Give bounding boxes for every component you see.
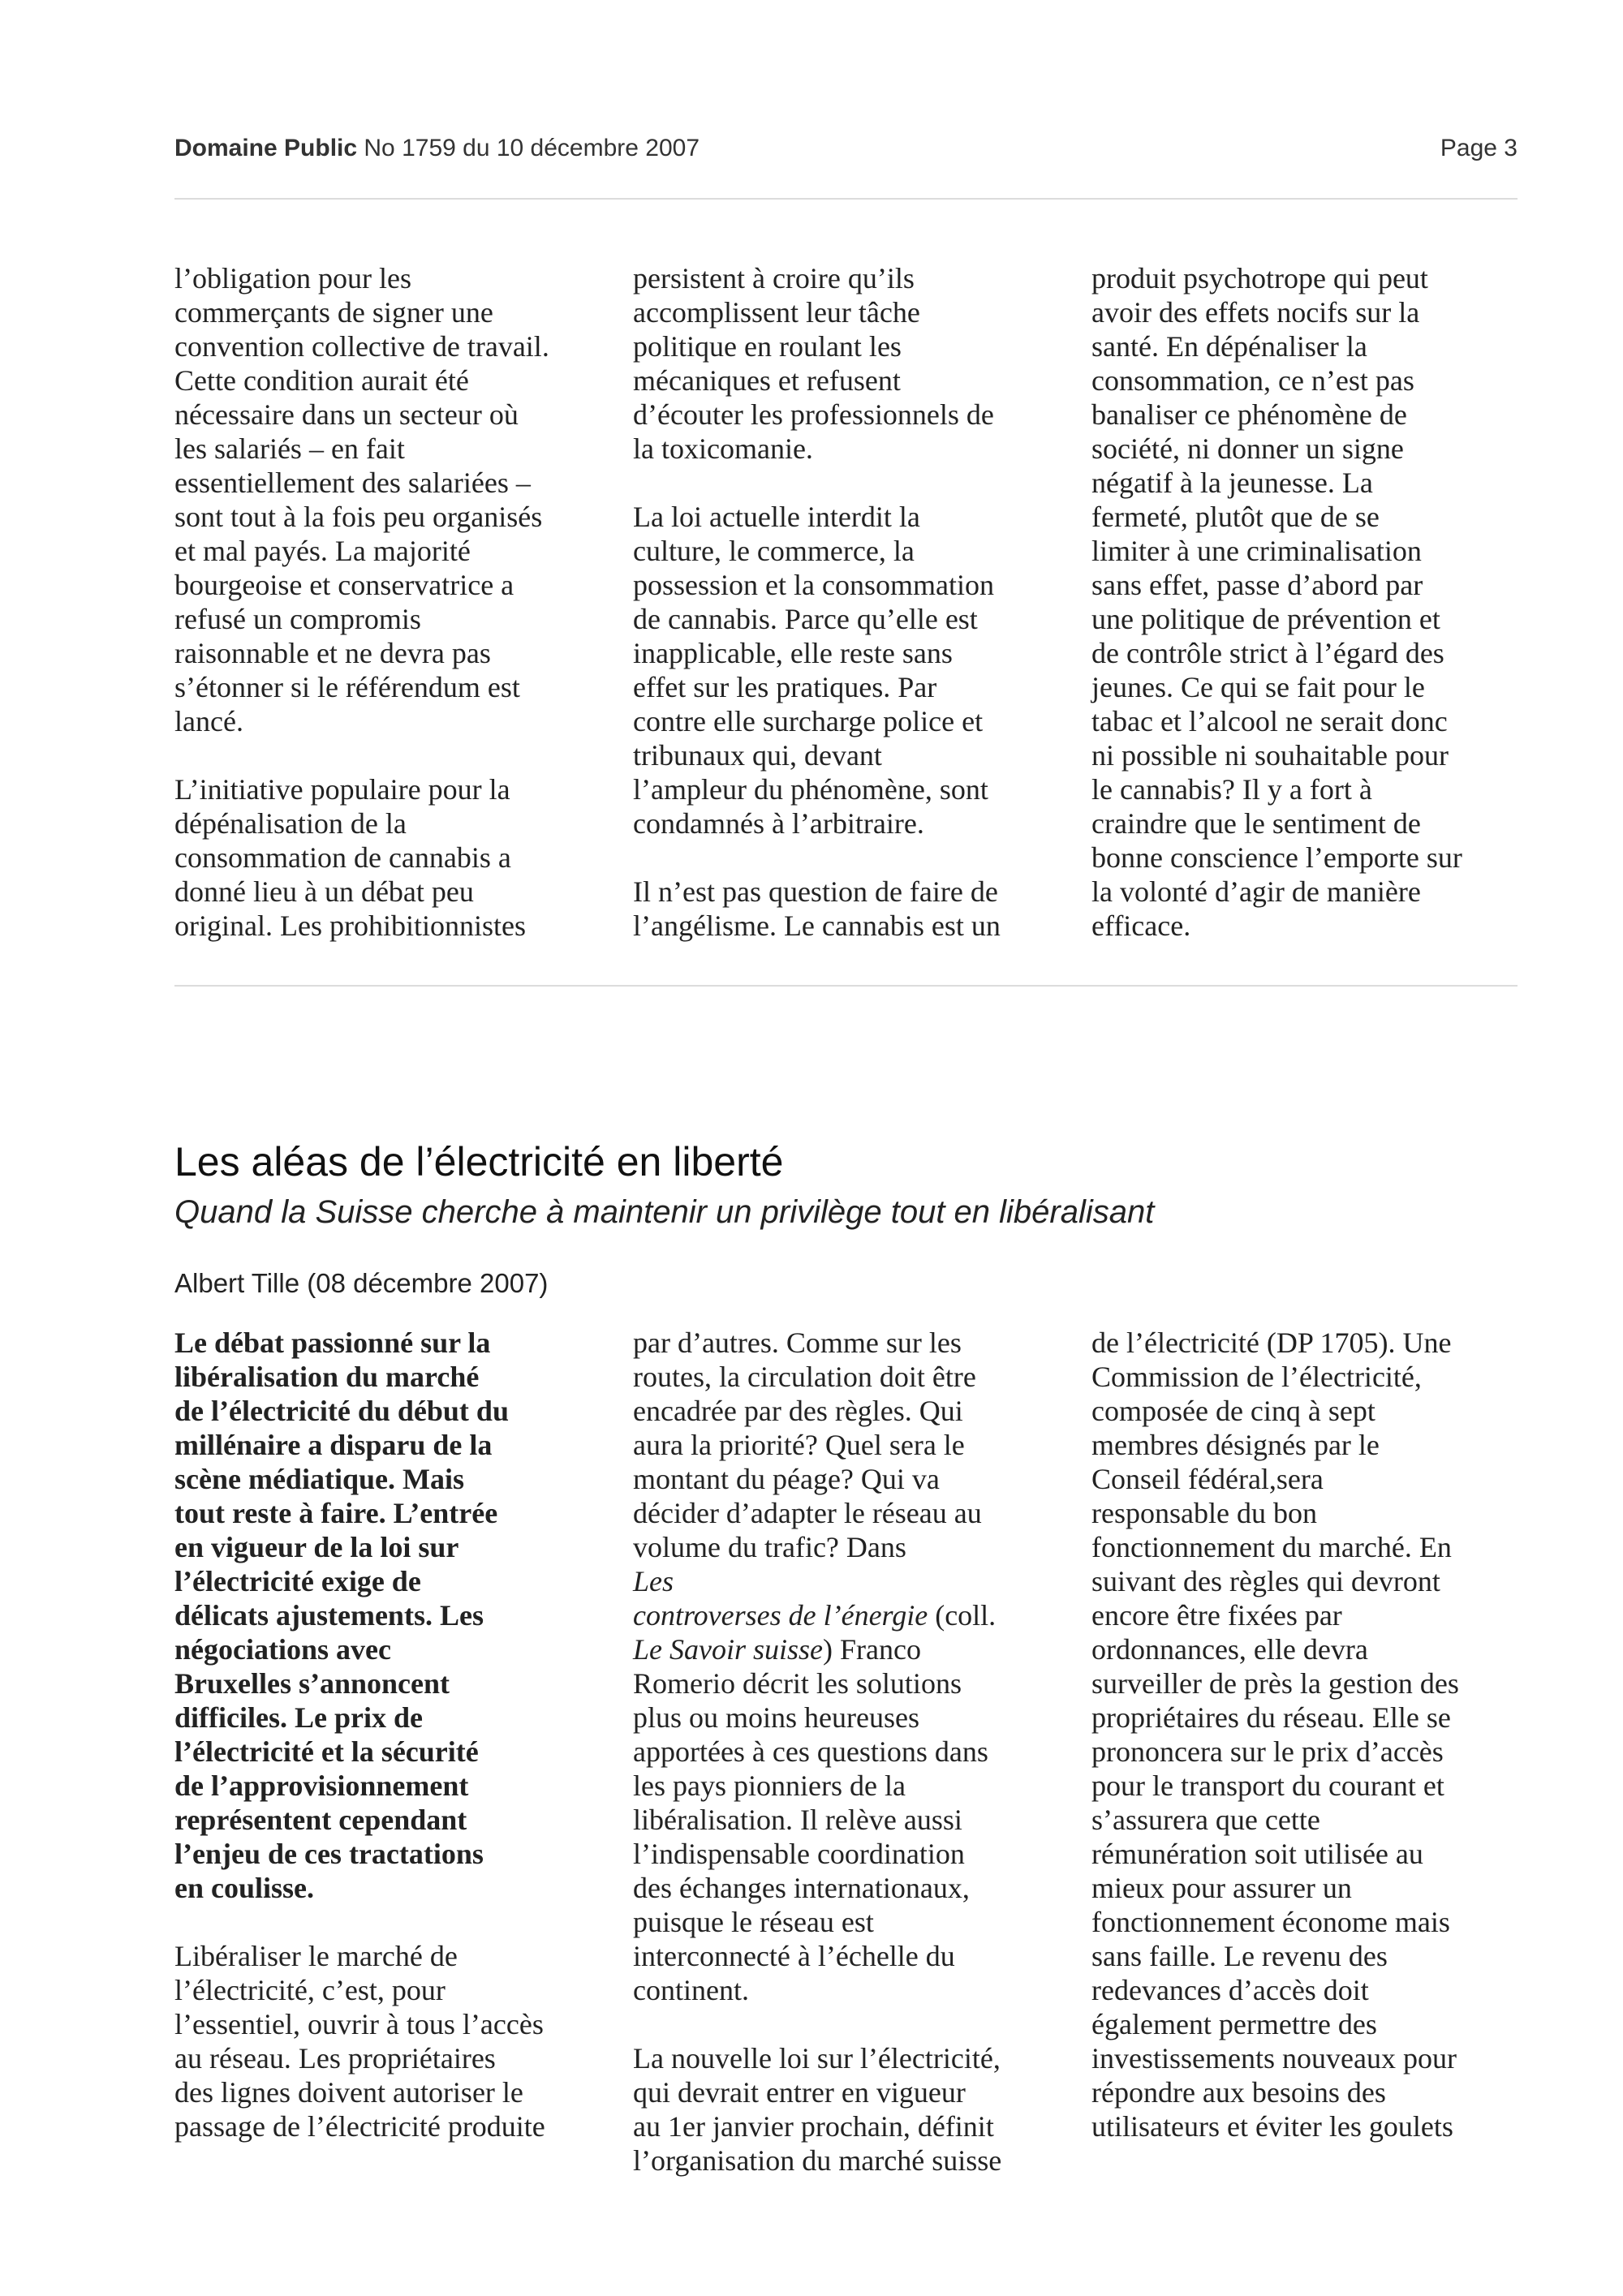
text-line: ordonnances, elle devra: [1091, 1633, 1368, 1666]
text-line: en vigueur de la loi sur: [174, 1531, 459, 1563]
text-line: sans faille. Le revenu des: [1091, 1940, 1388, 1972]
text-line: négatif à la jeunesse. La: [1091, 467, 1373, 499]
page-number: Page 3: [1440, 135, 1518, 161]
text-line: bourgeoise et conservatrice a: [174, 569, 514, 601]
text-line: fonctionnement économe mais: [1091, 1906, 1450, 1938]
text-line: refusé un compromis: [174, 603, 421, 635]
text-fragment: (coll.: [928, 1599, 997, 1632]
text-line: Libéraliser le marché de: [174, 1940, 458, 1972]
text-line: raisonnable et ne devra pas: [174, 637, 491, 669]
header-divider: [174, 198, 1518, 200]
text-line: sont tout à la fois peu organisés: [174, 501, 543, 533]
text-line: des lignes doivent autoriser le: [174, 2076, 523, 2109]
article-divider: [174, 985, 1518, 987]
text-line: santé. En dépénaliser la: [1091, 330, 1367, 363]
text-line: contre elle surcharge police et: [633, 705, 984, 737]
text-line: [633, 1564, 1071, 1598]
text-line: avoir des effets nocifs sur la: [1091, 296, 1420, 329]
text-line: encadrée par des règles. Qui: [633, 1395, 963, 1427]
text-line: donné lieu à un débat peu: [174, 875, 474, 908]
text-line: fonctionnement du marché. En: [1091, 1531, 1452, 1563]
text-line: le cannabis? Il y a fort à: [1091, 773, 1372, 806]
text-line: représentent cependant: [174, 1804, 467, 1836]
text-line: passage de l’électricité produite: [174, 2110, 545, 2143]
publication-info: [174, 135, 700, 162]
text-line: [633, 1598, 1071, 1632]
text-line: les pays pionniers de la: [633, 1769, 906, 1802]
text-line: l’électricité et la sécurité: [174, 1735, 479, 1768]
article-column-2: [633, 1326, 1071, 2178]
text-line: pour le transport du courant et: [1091, 1769, 1444, 1802]
text-line: scène médiatique. Mais: [174, 1463, 464, 1495]
text-line: des échanges internationaux,: [633, 1872, 970, 1904]
text-line: d’écouter les professionnels de: [633, 398, 994, 431]
text-line: produit psychotrope qui peut: [1091, 262, 1428, 295]
text-line: montant du péage? Qui va: [633, 1463, 940, 1495]
paragraph-gap: [633, 841, 1071, 875]
text-line: s’étonner si le référendum est: [174, 671, 520, 703]
text-line: original. Les prohibitionnistes: [174, 909, 526, 942]
text-line: et mal payés. La majorité: [174, 535, 471, 567]
text-line: la toxicomanie.: [633, 432, 813, 465]
text-line: Conseil fédéral,sera: [1091, 1463, 1324, 1495]
text-line: les salariés – en fait: [174, 432, 405, 465]
text-line: Romerio décrit les solutions: [633, 1667, 962, 1700]
text-line: par d’autres. Comme sur les: [633, 1326, 962, 1359]
text-line: persistent à croire qu’ils: [633, 262, 915, 295]
text-line: tout reste à faire. L’entrée: [174, 1497, 498, 1529]
text-line: mieux pour assurer un: [1091, 1872, 1352, 1904]
text-line: consommation de cannabis a: [174, 841, 511, 874]
text-line: composée de cinq à sept: [1091, 1395, 1375, 1427]
text-line: utilisateurs et éviter les goulets: [1091, 2110, 1453, 2143]
text-line: rémunération soit utilisée au: [1091, 1838, 1423, 1870]
text-line: l’organisation du marché suisse: [633, 2144, 1002, 2177]
text-line: de l’électricité du début du: [174, 1395, 509, 1427]
text-line: routes, la circulation doit être: [633, 1361, 976, 1393]
text-line: investissements nouveaux pour: [1091, 2042, 1457, 2075]
text-line: l’indispensable coordination: [633, 1838, 965, 1870]
article-lead: [174, 1326, 613, 1905]
text-line: tribunaux qui, devant: [633, 739, 882, 772]
paragraph-gap: [174, 738, 613, 772]
text-line: consommation, ce n’est pas: [1091, 364, 1414, 397]
text-line: inapplicable, elle reste sans: [633, 637, 953, 669]
text-line: Commission de l’électricité,: [1091, 1361, 1422, 1393]
top-column-1: [174, 261, 613, 943]
text-line: Bruxelles s’annoncent: [174, 1667, 450, 1700]
text-line: libéralisation du marché: [174, 1361, 480, 1393]
text-line: sans effet, passe d’abord par: [1091, 569, 1423, 601]
text-line: l’électricité, c’est, pour: [174, 1974, 446, 2006]
text-line: également permettre des: [1091, 2008, 1377, 2040]
text-line: Cette condition aurait été: [174, 364, 469, 397]
text-line: mécaniques et refusent: [633, 364, 901, 397]
article-byline: Albert Tille (08 décembre 2007): [174, 1268, 549, 1298]
text-line: décider d’adapter le réseau au: [633, 1497, 982, 1529]
paragraph-gap: [633, 466, 1071, 500]
text-line: culture, le commerce, la: [633, 535, 915, 567]
text-line: L’initiative populaire pour la: [174, 773, 510, 806]
top-column-3: [1091, 261, 1530, 943]
text-line: Le débat passionné sur la: [174, 1326, 491, 1359]
text-line: commerçants de signer une: [174, 296, 493, 329]
text-line: l’essentiel, ouvrir à tous l’accès: [174, 2008, 544, 2040]
article-title: Les aléas de l’électricité en liberté: [174, 1139, 784, 1185]
text-line: continent.: [633, 1974, 749, 2006]
text-line: surveiller de près la gestion des: [1091, 1667, 1459, 1700]
text-line: limiter à une criminalisation: [1091, 535, 1422, 567]
text-line: politique en roulant les: [633, 330, 902, 363]
text-line: propriétaires du réseau. Elle se: [1091, 1701, 1451, 1734]
text-line: de l’électricité (DP 1705). Une: [1091, 1326, 1452, 1359]
text-line: une politique de prévention et: [1091, 603, 1440, 635]
text-line: Il n’est pas question de faire de: [633, 875, 998, 908]
text-line: l’enjeu de ces tractations: [174, 1838, 484, 1870]
book-title-part1: Les: [633, 1565, 674, 1597]
article-col1-body: [174, 1939, 613, 2143]
text-line: répondre aux besoins des: [1091, 2076, 1386, 2109]
text-line: plus ou moins heureuses: [633, 1701, 919, 1734]
text-line: l’obligation pour les: [174, 262, 411, 295]
paragraph-gap: [633, 2007, 1071, 2041]
text-line: volume du trafic? Dans: [633, 1531, 906, 1563]
text-line: effet sur les pratiques. Par: [633, 671, 937, 703]
text-line: La nouvelle loi sur l’électricité,: [633, 2042, 1001, 2075]
text-line: puisque le réseau est: [633, 1906, 874, 1938]
paragraph-gap: [174, 1905, 613, 1939]
text-line: dépénalisation de la: [174, 807, 407, 840]
text-line: redevances d’accès doit: [1091, 1974, 1369, 2006]
article-col2-part1: [633, 1326, 1071, 1564]
article-column-3: [1091, 1326, 1530, 2143]
text-line: aura la priorité? Quel sera le: [633, 1429, 965, 1461]
text-line: possession et la consommation: [633, 569, 994, 601]
text-line: l’électricité exige de: [174, 1565, 421, 1597]
text-line: apportées à ces questions dans: [633, 1735, 988, 1768]
text-line: efficace.: [1091, 909, 1191, 942]
text-line: en coulisse.: [174, 1872, 315, 1904]
text-line: La loi actuelle interdit la: [633, 501, 920, 533]
issue-info: No 1759 du 10 décembre 2007: [364, 135, 700, 161]
text-line: interconnecté à l’échelle du: [633, 1940, 955, 1972]
text-line: craindre que le sentiment de: [1091, 807, 1421, 840]
text-line: accomplissent leur tâche: [633, 296, 920, 329]
text-line: la volonté d’agir de manière: [1091, 875, 1421, 908]
text-line: société, ni donner un signe: [1091, 432, 1404, 465]
text-line: de contrôle strict à l’égard des: [1091, 637, 1444, 669]
text-line: responsable du bon: [1091, 1497, 1317, 1529]
page-header: [174, 135, 1518, 162]
text-line: suivant des règles qui devront: [1091, 1565, 1440, 1597]
text-line: de l’approvisionnement: [174, 1769, 469, 1802]
text-line: l’ampleur du phénomène, sont: [633, 773, 988, 806]
text-line: au 1er janvier prochain, définit: [633, 2110, 994, 2143]
text-line: jeunes. Ce qui se fait pour le: [1091, 671, 1425, 703]
text-line: encore être fixées par: [1091, 1599, 1342, 1632]
top-column-2: [633, 261, 1071, 943]
text-line: délicats ajustements. Les: [174, 1599, 484, 1632]
text-line: banaliser ce phénomène de: [1091, 398, 1407, 431]
text-line: membres désignés par le: [1091, 1429, 1380, 1461]
book-title-part2: controverses de l’énergie: [633, 1599, 928, 1632]
text-line: lancé.: [174, 705, 243, 737]
text-line: tabac et l’alcool ne serait donc: [1091, 705, 1448, 737]
text-line: fermeté, plutôt que de se: [1091, 501, 1380, 533]
text-line: ni possible ni souhaitable pour: [1091, 739, 1449, 772]
text-line: négociations avec: [174, 1633, 391, 1666]
text-line: difficiles. Le prix de: [174, 1701, 423, 1734]
text-line: millénaire a disparu de la: [174, 1429, 493, 1461]
article-subtitle: Quand la Suisse cherche à maintenir un privilège tout en libéralisant: [174, 1194, 1155, 1230]
text-line: qui devrait entrer en vigueur: [633, 2076, 966, 2109]
text-line: l’angélisme. Le cannabis est un: [633, 909, 1001, 942]
text-line: s’assurera que cette: [1091, 1804, 1320, 1836]
article-col2-part2: [633, 1666, 1071, 2178]
text-line: convention collective de travail.: [174, 330, 549, 363]
text-line: bonne conscience l’emporte sur: [1091, 841, 1462, 874]
publication-name: Domaine Public: [174, 135, 358, 161]
text-fragment: ) Franco: [823, 1633, 921, 1666]
article-column-1: [174, 1326, 613, 2143]
text-line: prononcera sur le prix d’accès: [1091, 1735, 1444, 1768]
text-line: au réseau. Les propriétaires: [174, 2042, 496, 2075]
collection-name: Le Savoir suisse: [633, 1633, 823, 1666]
text-line: de cannabis. Parce qu’elle est: [633, 603, 978, 635]
text-line: libéralisation. Il relève aussi: [633, 1804, 962, 1836]
text-line: essentiellement des salariées –: [174, 467, 531, 499]
text-line: condamnés à l’arbitraire.: [633, 807, 924, 840]
text-line: nécessaire dans un secteur où: [174, 398, 519, 431]
text-line: [633, 1632, 1071, 1666]
